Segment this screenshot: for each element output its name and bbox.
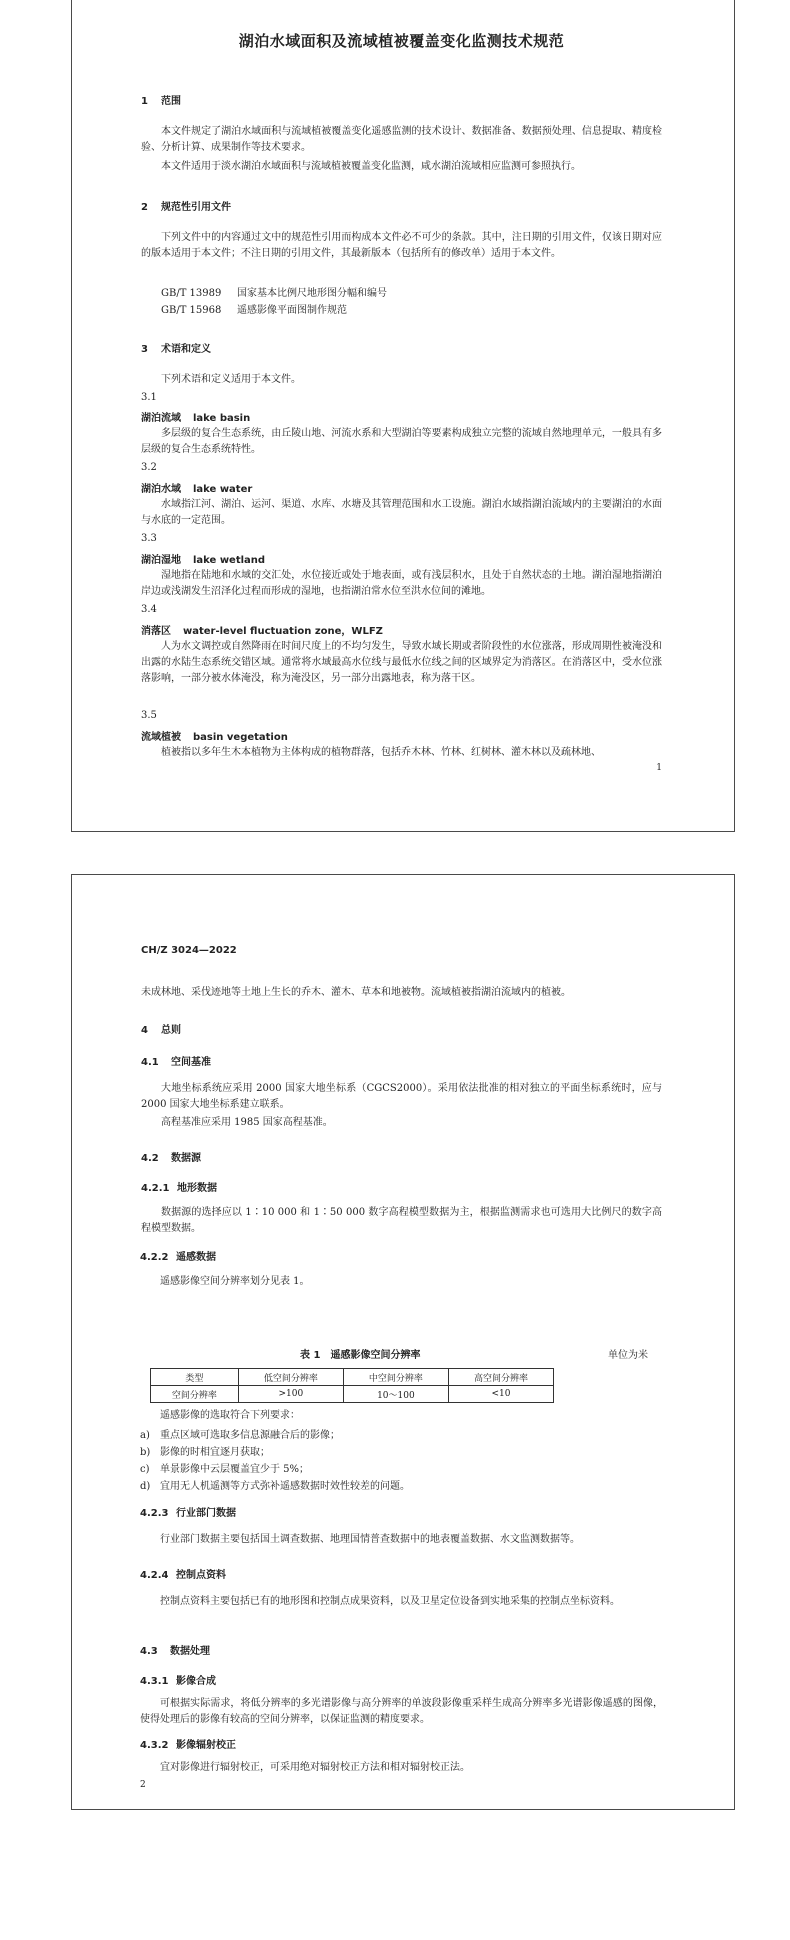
table-header-cell: 高空间分辨率 <box>448 1369 553 1386</box>
table-header-cell: 低空间分辨率 <box>238 1369 343 1386</box>
term-cn: 流域植被 <box>141 732 181 743</box>
section-number: 4.2.1 <box>141 1183 170 1194</box>
table-caption: 表 1 遥感影像空间分辨率 <box>300 1350 421 1361</box>
term-heading <box>141 480 252 495</box>
section-title: 控制点资料 <box>176 1570 226 1581</box>
remote-sensing-paragraph-1: 遥感影像空间分辨率划分见表 1。 <box>160 1276 310 1287</box>
industry-data-paragraph: 行业部门数据主要包括国土调查数据、地理国情普查数据中的地表覆盖数据、水文监测数据等。 <box>160 1534 580 1545</box>
section-4-3-1-heading <box>140 1672 216 1687</box>
table-cell: <10 <box>448 1386 553 1403</box>
terrain-data-paragraph: 数据源的选择应以 1∶10 000 和 1∶50 000 数字高程模型数据为主，根据监测需求也可选用大比例尺的数字高程模型数据。 <box>141 1207 662 1234</box>
clause-number: 3.3 <box>141 533 157 544</box>
section-number: 2 <box>141 202 148 213</box>
section-4-2-4-heading <box>140 1566 226 1581</box>
list-item <box>140 1460 309 1475</box>
normative-refs-paragraph: 下列文件中的内容通过文中的规范性引用而构成本文件必不可少的条款。其中，注日期的引用文件，仅该日期对应的版本适用于本文件；不注日期的引用文件，其最新版本（包括所有的修改单）适用于本文件。 <box>141 232 662 259</box>
section-4-3-2-heading <box>140 1736 236 1751</box>
term-heading <box>141 728 288 743</box>
term-en: lake basin <box>193 413 251 424</box>
scope-paragraph-2: 本文件适用于淡水湖泊水域面积与流域植被覆盖变化监测，咸水湖泊流域相应监测可参照执行。 <box>161 161 581 172</box>
list-marker: b) <box>140 1447 151 1458</box>
section-title: 规范性引用文件 <box>161 202 231 213</box>
section-title: 影像辐射校正 <box>176 1740 236 1751</box>
term-en: lake water <box>193 484 253 495</box>
reference-title: 遥感影像平面图制作规范 <box>237 305 347 316</box>
clause-number: 3.1 <box>141 392 157 403</box>
reference-code: GB/T 13989 <box>161 288 222 299</box>
section-3-heading <box>141 340 211 355</box>
section-title: 范围 <box>161 96 181 107</box>
document-title: 湖泊水域面积及流域植被覆盖变化监测技术规范 <box>238 32 565 50</box>
section-title: 地形数据 <box>177 1183 217 1194</box>
standard-code-header: CH/Z 3024—2022 <box>141 945 237 956</box>
list-marker: a) <box>140 1430 150 1441</box>
section-1-heading <box>141 92 181 107</box>
term-heading <box>141 622 383 637</box>
section-title: 术语和定义 <box>161 344 211 355</box>
table-header-cell: 类型 <box>151 1369 239 1386</box>
list-text: 单景影像中云层覆盖宜少于 5%； <box>160 1464 310 1475</box>
term-cn: 湖泊流域 <box>141 413 181 424</box>
term-en: basin vegetation <box>193 732 288 743</box>
section-number: 4.3 <box>140 1646 158 1657</box>
radiometric-correction-paragraph: 宜对影像进行辐射校正，可采用绝对辐射校正方法和相对辐射校正法。 <box>160 1762 470 1773</box>
section-number: 4.1 <box>141 1057 159 1068</box>
term-definition: 水域指江河、湖泊、运河、渠道、水库、水塘及其管理范围和水工设施。湖泊水域指湖泊流域内的主要湖泊的水面与水底的一定范围。 <box>141 499 662 526</box>
section-title: 行业部门数据 <box>176 1508 236 1519</box>
reference-title: 国家基本比例尺地形图分幅和编号 <box>237 288 387 299</box>
table-cell: >100 <box>238 1386 343 1403</box>
control-point-paragraph: 控制点资料主要包括已有的地形图和控制点成果资料，以及卫星定位设备到实地采集的控制点坐标资料。 <box>160 1596 620 1607</box>
section-title: 影像合成 <box>176 1676 216 1687</box>
selection-requirements-intro: 遥感影像的选取符合下列要求： <box>160 1410 300 1421</box>
table-cell: 10～100 <box>343 1386 448 1403</box>
section-title: 总则 <box>161 1025 181 1036</box>
section-number: 4.2.2 <box>140 1252 169 1263</box>
image-fusion-paragraph: 可根据实际需求，将低分辨率的多光谱影像与高分辨率的单波段影像重采样生成高分辨率多光谱影像遥感的图像，使得处理后的影像有较高的空间分辨率，以保证监测的精度要求。 <box>140 1698 663 1725</box>
section-number: 4.3.2 <box>140 1740 169 1751</box>
list-item <box>140 1477 410 1492</box>
section-number: 4.2.3 <box>140 1508 169 1519</box>
list-item <box>140 1443 270 1458</box>
document-page-2-rest <box>71 874 735 1810</box>
list-text: 重点区域可选取多信息源融合后的影像； <box>160 1430 340 1441</box>
list-text: 影像的时相宜逐月获取； <box>160 1447 270 1458</box>
clause-number: 3.5 <box>141 710 157 721</box>
table-header-cell: 中空间分辨率 <box>343 1369 448 1386</box>
clause-number: 3.4 <box>141 604 157 615</box>
spatial-datum-paragraph-1: 大地坐标系统应采用 2000 国家大地坐标系（CGCS2000）。采用依法批准的相对独立的平面坐标系统时，应与 2000 国家大地坐标系建立联系。 <box>141 1083 662 1110</box>
spatial-datum-paragraph-2: 高程基准应采用 1985 国家高程基准。 <box>161 1117 333 1128</box>
term-en: water-level fluctuation zone，WLFZ <box>183 626 383 637</box>
term-cn: 湖泊湿地 <box>141 555 181 566</box>
section-title: 数据源 <box>171 1153 201 1164</box>
term-definition: 人为水文调控或自然降雨在时间尺度上的不均匀发生，导致水域长期或者阶段性的水位涨落，形成周期性被淹没和出露的水陆生态系统交错区域。通常将水域最高水位线与最低水位线之间的区域界定为消落区。在消落区中，受水位涨落影响，一部分被水体淹没，称为淹没区，另一部分出露地表，称为落干区。 <box>141 641 662 684</box>
section-title: 遥感数据 <box>176 1252 216 1263</box>
section-number: 4.2.4 <box>140 1570 169 1581</box>
document-page-1 <box>71 0 735 832</box>
section-2-heading <box>141 198 231 213</box>
list-marker: c) <box>140 1464 150 1475</box>
term-en: lake wetland <box>193 555 266 566</box>
clause-number: 3.2 <box>141 462 157 473</box>
continued-definition: 未成林地、采伐迹地等土地上生长的乔木、灌木、草本和地被物。流域植被指湖泊流域内的植被。 <box>141 987 571 998</box>
section-title: 空间基准 <box>171 1057 211 1068</box>
section-number: 4.3.1 <box>140 1676 169 1687</box>
section-4-2-3-heading <box>140 1504 236 1519</box>
term-definition: 植被指以多年生木本植物为主体构成的植物群落，包括乔木林、竹林、红树林、灌木林以及疏林地、 <box>161 747 601 758</box>
term-definition: 湿地指在陆地和水域的交汇处，水位接近或处于地表面，或有浅层积水，且处于自然状态的土地。湖泊湿地指湖泊岸边或浅湖发生沼泽化过程而形成的湿地，也指湖泊常水位至洪水位间的滩地。 <box>141 570 662 597</box>
section-title: 数据处理 <box>170 1646 210 1657</box>
page-number: 2 <box>140 1780 146 1790</box>
section-number: 4 <box>141 1025 148 1036</box>
term-definition: 多层级的复合生态系统，由丘陵山地、河流水系和大型湖泊等要素构成独立完整的流域自然地理单元，一般具有多层级的复合生态系统特性。 <box>141 428 662 455</box>
terms-intro: 下列术语和定义适用于本文件。 <box>161 374 301 385</box>
list-text: 宜用无人机遥测等方式弥补遥感数据时效性较差的问题。 <box>160 1481 410 1492</box>
list-marker: d) <box>140 1481 151 1492</box>
table-cell: 空间分辨率 <box>151 1386 239 1403</box>
table-unit: 单位为米 <box>608 1350 648 1361</box>
reference-code: GB/T 15968 <box>161 305 222 316</box>
reference-item <box>161 301 347 316</box>
section-4-3-heading <box>140 1642 210 1657</box>
section-number: 3 <box>141 344 148 355</box>
section-number: 4.2 <box>141 1153 159 1164</box>
list-item <box>140 1426 340 1441</box>
term-heading <box>141 409 250 424</box>
term-cn: 湖泊水域 <box>141 484 181 495</box>
section-number: 1 <box>141 96 148 107</box>
term-cn: 消落区 <box>141 626 171 637</box>
scope-paragraph-1: 本文件规定了湖泊水域面积与流域植被覆盖变化遥感监测的技术设计、数据准备、数据预处理、信息提取、精度检验、分析计算、成果制作等技术要求。 <box>141 126 662 153</box>
reference-item <box>161 284 387 299</box>
page-number: 1 <box>656 763 662 773</box>
term-heading <box>141 551 265 566</box>
